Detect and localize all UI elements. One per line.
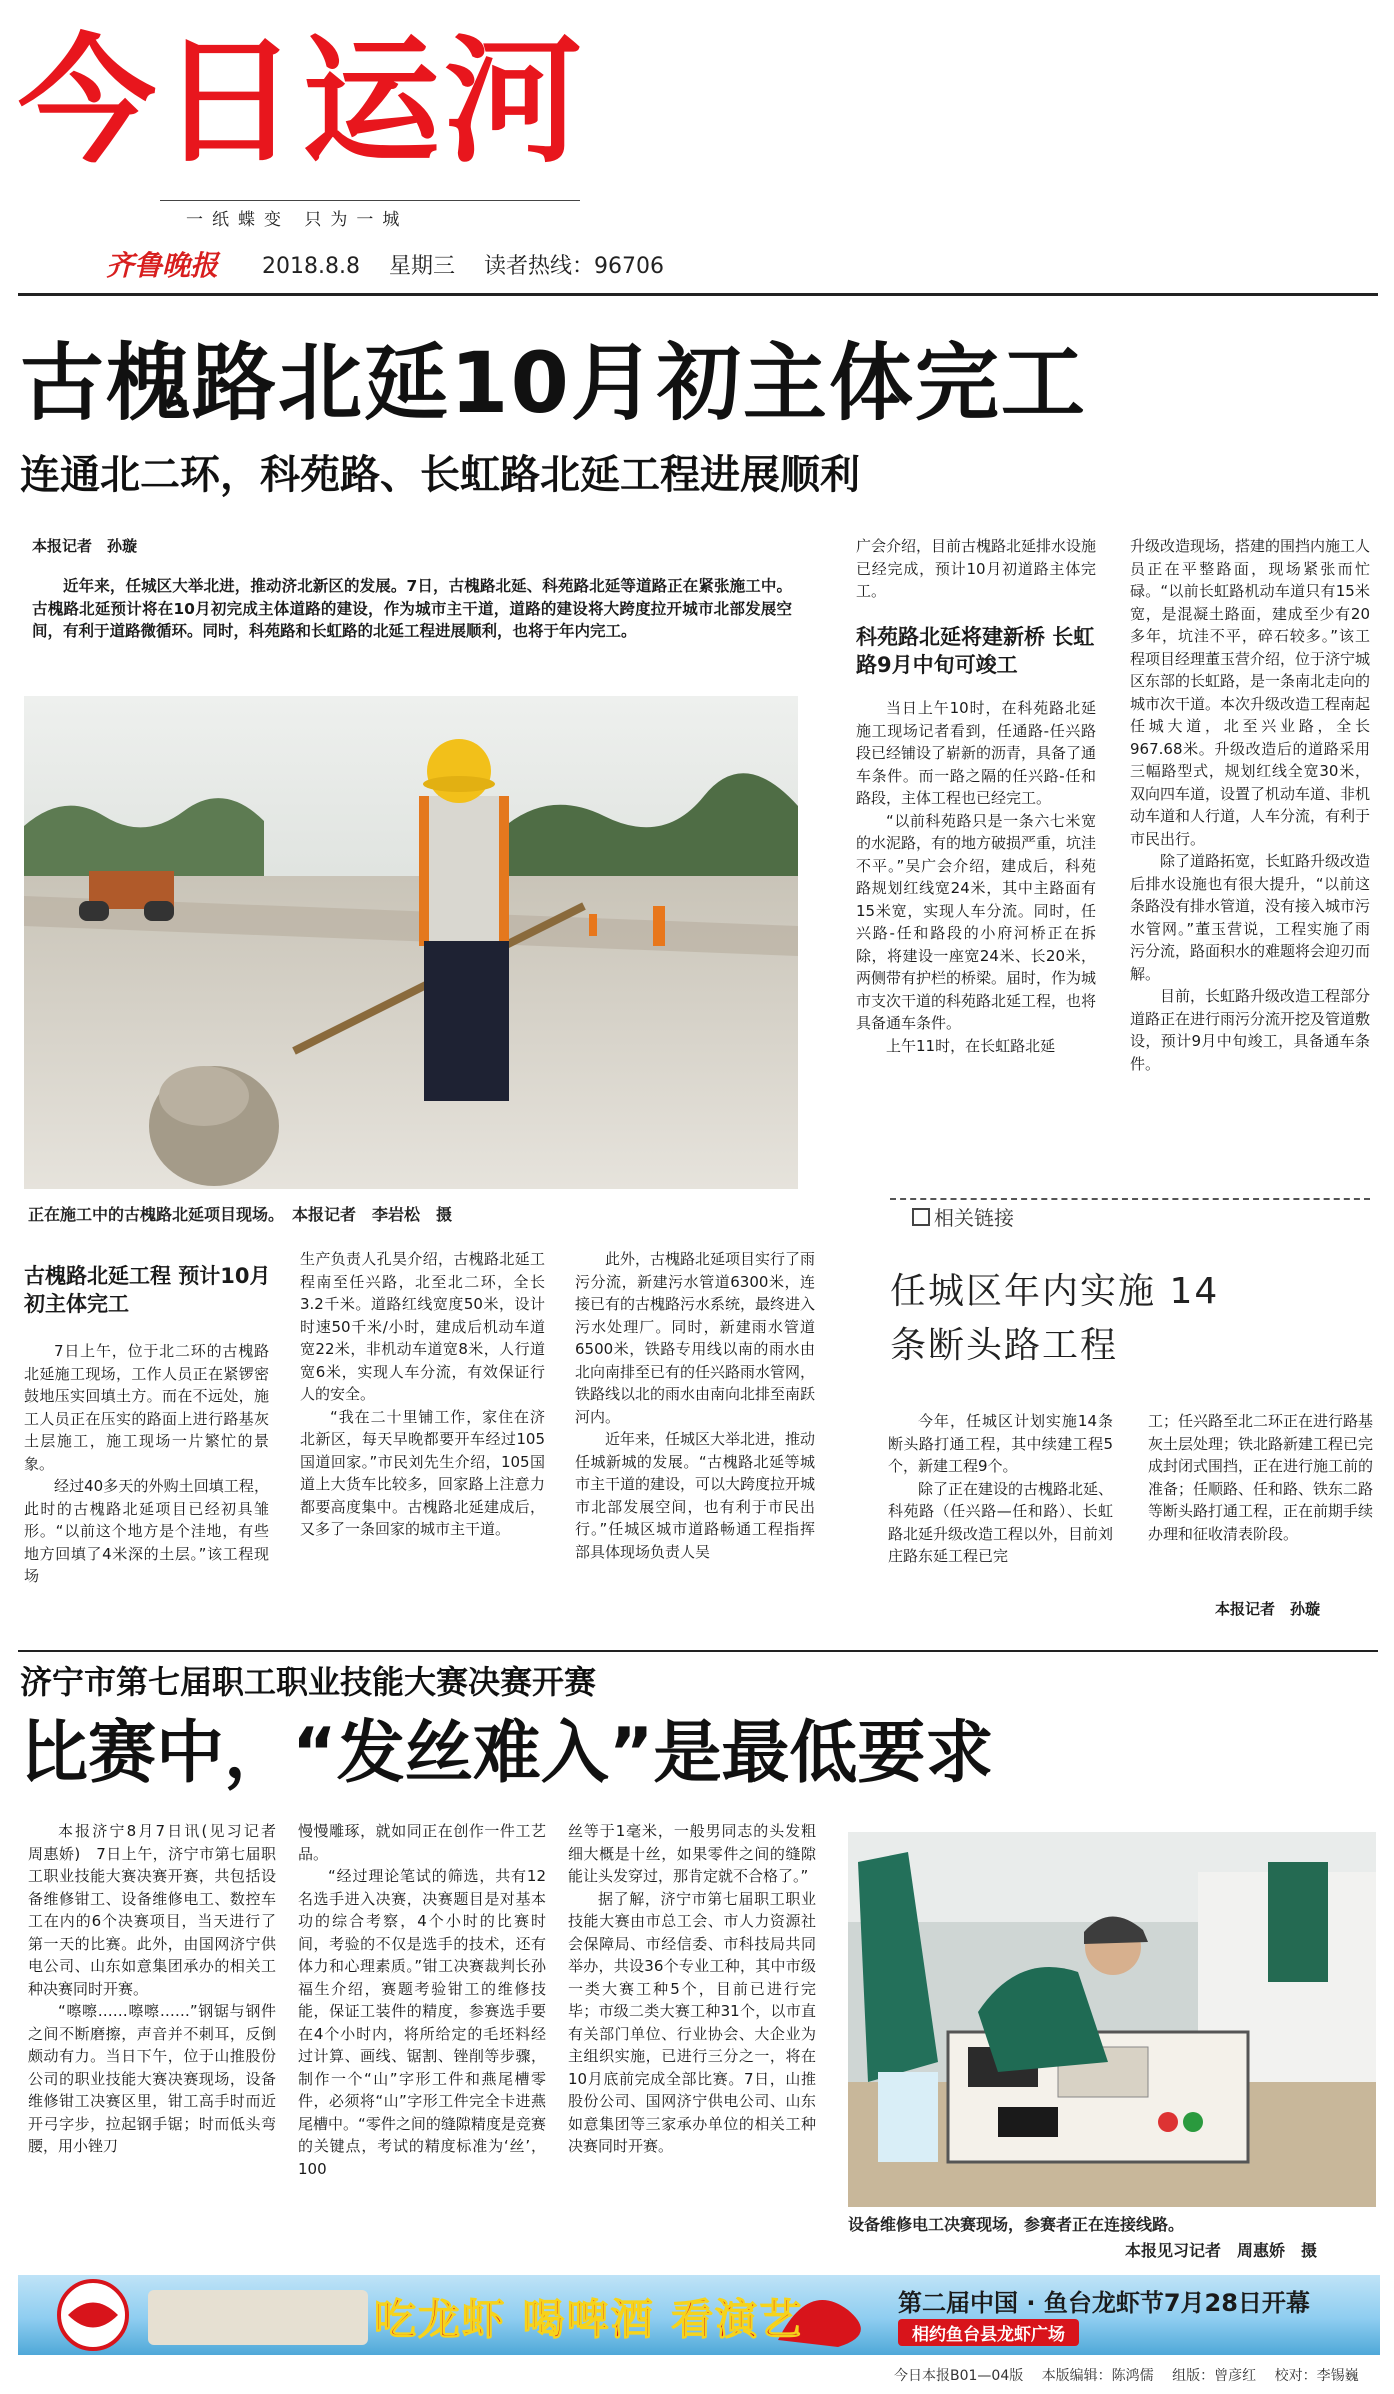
construction-scene-image: [24, 696, 798, 1189]
second-kicker: 济宁市第七届职工职业技能大赛决赛开赛: [20, 1663, 597, 1701]
section-guhuai-title: 古槐路北延工程 预计10月初主体完工: [24, 1264, 271, 1316]
banner-sub: 相约鱼台县龙虾广场: [898, 2319, 1079, 2346]
related-link-label: 相关链接: [912, 1202, 1014, 1231]
lead-photo-caption: 正在施工中的古槐路北延项目现场。 本报记者 李岩松 摄: [28, 1205, 453, 1224]
masthead-slogan: 一纸蝶变 只为一城: [186, 210, 409, 230]
related-link-icon: [912, 1208, 930, 1226]
lead-headline: 古槐路北延10月初主体完工: [20, 334, 1087, 432]
related-col-2: 工；任兴路至北二环正在进行路基灰土层处理；铁北路新建工程已完成封闭式围挡，正在进行施工前的准备；任顺路、任和路、铁东二路等断头路打通工程，正在前期手续办理和征收清表阶段。: [1148, 1412, 1374, 1543]
slogan-rule: [160, 200, 580, 201]
page-footer: [880, 2365, 1359, 2385]
reader-hotline: 读者热线：96706: [483, 254, 664, 279]
footer-proof: 校对：李锡巍: [1274, 2368, 1359, 2384]
electrician-contest-image: [848, 1832, 1376, 2207]
related-col-1: 今年，任城区计划实施14条断头路打通工程，其中续建工程5个，新建工程9个。 除了正在建设的古槐路北延、科苑路（任兴路—任和路）、长虹路北延升级改造工程以外，目前刘庄路东延工程已完: [888, 1412, 1114, 1565]
lead-intro: 近年来，任城区大举北进，推动济北新区的发展。7日，古槐路北延、科苑路北延等道路正在紧张施工中。古槐路北延预计将在10月初完成主体道路的建设，作为城市主干道，道路的建设将大跨度拉开城市北部发展空间，有利于道路微循环。同时，科苑路和长虹路的北延工程进展顺利，也将于年内完工。: [32, 577, 792, 640]
footer-page: 今日本报B01—04版: [894, 2368, 1024, 2384]
banner-slogan: 吃龙虾 喝啤酒 看演艺: [374, 2295, 804, 2344]
lead-col-a: 7日上午，位于北二环的古槐路北延施工现场，工作人员正在紧锣密鼓地压实回填土方。而在不远处，施工人员正在压实的路面上进行路基灰土层施工，施工现场一片繁忙的景象。 经过40多天的外购土回填工程，此时的古槐路北延项目已经初具雏形。“以前这个地方是个洼地，有些地方回填了4米深的土层。”该工程现场: [24, 1342, 269, 1585]
issue-date: 2018.8.8: [262, 254, 360, 279]
second-col-b: 慢慢雕琢，就如同正在创作一件工艺品。 “经过理论笔试的筛选，共有12名选手进入决赛，决赛题目是对基本功的综合考察，4个小时的比赛时间，考验的不仅是选手的技术，还有体力和心理素质。”钳工决赛裁判长孙福生介绍，赛题考验钳工的维修技能，保证工装件的精度，参赛选手要在4个小时内，将所给定的毛坯料经过计算、画线、锯割、锉削等步骤，制作一个“山”字形工件和燕尾槽零件，必须将“山”字形工件完全卡进燕尾槽中。“零件之间的缝隙精度是竞赛的关键点，考试的精度标准为‘丝’，100: [298, 1822, 546, 2178]
lead-col-b: 生产负责人孔昊介绍，古槐路北延工程南至任兴路，北至北二环，全长3.2千米。道路红线宽度50米，设计时速50千米/小时，建成后机动车道宽22米，非机动车道宽8米，人行道宽6米，实现人车分流，有效保证行人的安全。 “我在二十里铺工作，家住在济北新区，每天早晚都要开车经过105国道回家。”市民刘先生介绍，105国道上大货车比较多，回家路上注意力都要高度集中。古槐路北延建成后，又多了一条回家的城市主干道。: [300, 1250, 545, 1538]
masthead-title: 今日运河: [18, 21, 587, 182]
lead-construction-photo: [24, 696, 798, 1189]
paper-name-logo: 齐鲁晚报: [106, 249, 219, 282]
issue-weekday: 星期三: [388, 254, 455, 279]
related-byline: 本报记者 孙璇: [1215, 1600, 1321, 1618]
banner-event: 第二届中国 · 鱼台龙虾节7月28日开幕: [898, 2289, 1310, 2317]
masthead-rule: [18, 293, 1378, 296]
related-title: 任城区年内实施 14条断头路工程: [890, 1271, 1220, 1366]
second-photo-caption: 设备维修电工决赛现场，参赛者正在连接线路。: [848, 2215, 1185, 2234]
lead-subheadline: 连通北二环，科苑路、长虹路北延工程进展顺利: [20, 452, 860, 498]
lead-col-c: 此外，古槐路北延项目实行了雨污分流，新建污水管道6300米，连接已有的古槐路污水系统，最终进入污水处理厂。同时，新建雨水管道6500米，铁路专用线以南的雨水由北向南排至已有的任兴路雨水管网，铁路线以北的雨水由南向北排至南跃河内。 近年来，任城区大举北进，推动任城新城的发展。“古槐路北延等城市主干道的建设，可以大跨度拉开城市北部发展空间，也有利于市民出行。”任城区城市道路畅通工程指挥部具体现场负责人吴: [575, 1250, 816, 1561]
lead-col-right1: 广会介绍，目前古槐路北延排水设施已经完成，预计10月初道路主体完工。: [856, 537, 1097, 600]
footer-editor: 本版编辑：陈鸿儒: [1041, 2368, 1154, 2384]
story-divider: [18, 1650, 1378, 1652]
dateline: [262, 249, 686, 280]
lobster-festival-banner[interactable]: [18, 2275, 1380, 2355]
lead-col-right1b: 当日上午10时，在科苑路北延施工现场记者看到，任通路-任兴路段已经铺设了崭新的沥青，具备了通车条件。而一路之隔的任兴路-任和路段，主体工程也已经完工。 “以前科苑路只是一条六七米宽的水泥路，有的地方破损严重，坑洼不平。”吴广会介绍，建成后，科苑路规划红线宽24米，其中主路面有15米宽，实现人车分流。同时，任兴路-任和路段的小府河桥正在拆除，将建设一座宽24米、长20米，两侧带有护栏的桥梁。届时，作为城市支次干道的科苑路北延工程，也将具备通车条件。 上午11时，在长虹路北延: [856, 699, 1097, 1055]
second-col-a: 本报济宁8月7日讯(见习记者 周惠娇) 7日上午，济宁市第七届职工职业技能大赛决赛开赛，共包括设备维修钳工、设备维修电工、数控车工在内的6个决赛项目，当天进行了第一天的比赛。此外，由国网济宁供电公司、山东如意集团承办的相关工种决赛同时开赛。 “嚓嚓……嚓嚓……”钢锯与钢件之间不断磨擦，声音并不刺耳，反倒颇动有力。当日下午，位于山推股份公司的职业技能大赛决赛现场，设备维修钳工决赛区里，钳工高手时而近开弓字步，拉起钢手锯；时而低头弯腰，用小锉刀: [28, 1822, 292, 2155]
second-photo-credit: 本报见习记者 周惠娇 摄: [1125, 2241, 1318, 2260]
second-competition-photo: [848, 1832, 1376, 2207]
section-kehua-title: 科苑路北延将建新桥 长虹路9月中旬可竣工: [856, 625, 1095, 677]
lead-byline: 本报记者 孙璇: [32, 537, 138, 555]
second-col-c: 丝等于1毫米，一般男同志的头发粗细大概是十丝，如果零件之间的缝隙能让头发穿过，那肯定就不合格了。” 据了解，济宁市第七届职工职业技能大赛由市总工会、市人力资源社会保障局、市经信委、市科技局共同举办，共设36个专业工种，其中市级一类大赛工种5个，目前已进行完毕；市级二类大赛工种31个，以市直有关部门单位、行业协会、大企业为主组织实施，已进行三分之一，将在10月底前完成全部比赛。7日，山推股份公司、国网济宁供电公司、山东如意集团等三家承办单位的相关工种决赛同时开赛。: [568, 1822, 816, 2155]
lead-col-right2: 升级改造现场，搭建的围挡内施工人员正在平整路面，现场紧张而忙碌。“以前长虹路机动车道只有15米宽，是混凝土路面，建成至少有20多年，坑洼不平，碎石较多。”该工程项目经理董玉营介绍，位于济宁城区东部的长虹路，是一条南北走向的城市次干道。本次升级改造工程南起任城大道，北至兴业路，全长967.68米。升级改造后的道路采用三幅路型式，规划红线全宽30米，双向四车道，设置了机动车道、非机动车道和人行道，人车分流，有利于市民出行。 除了道路拓宽，长虹路升级改造后排水设施也有很大提升，“以前这条路没有排水管道，没有接入城市污水管网。”董玉营说，工程实施了雨污分流，路面积水的难题将会迎刃而解。 目前，长虹路升级改造工程部分道路正在进行雨污分流开挖及管道敷设，预计9月中旬竣工，具备通车条件。: [1130, 537, 1371, 1073]
footer-layout: 组版：曾彦红: [1172, 2368, 1257, 2384]
second-headline: 比赛中，“发丝难入”是最低要求: [20, 1714, 994, 1793]
